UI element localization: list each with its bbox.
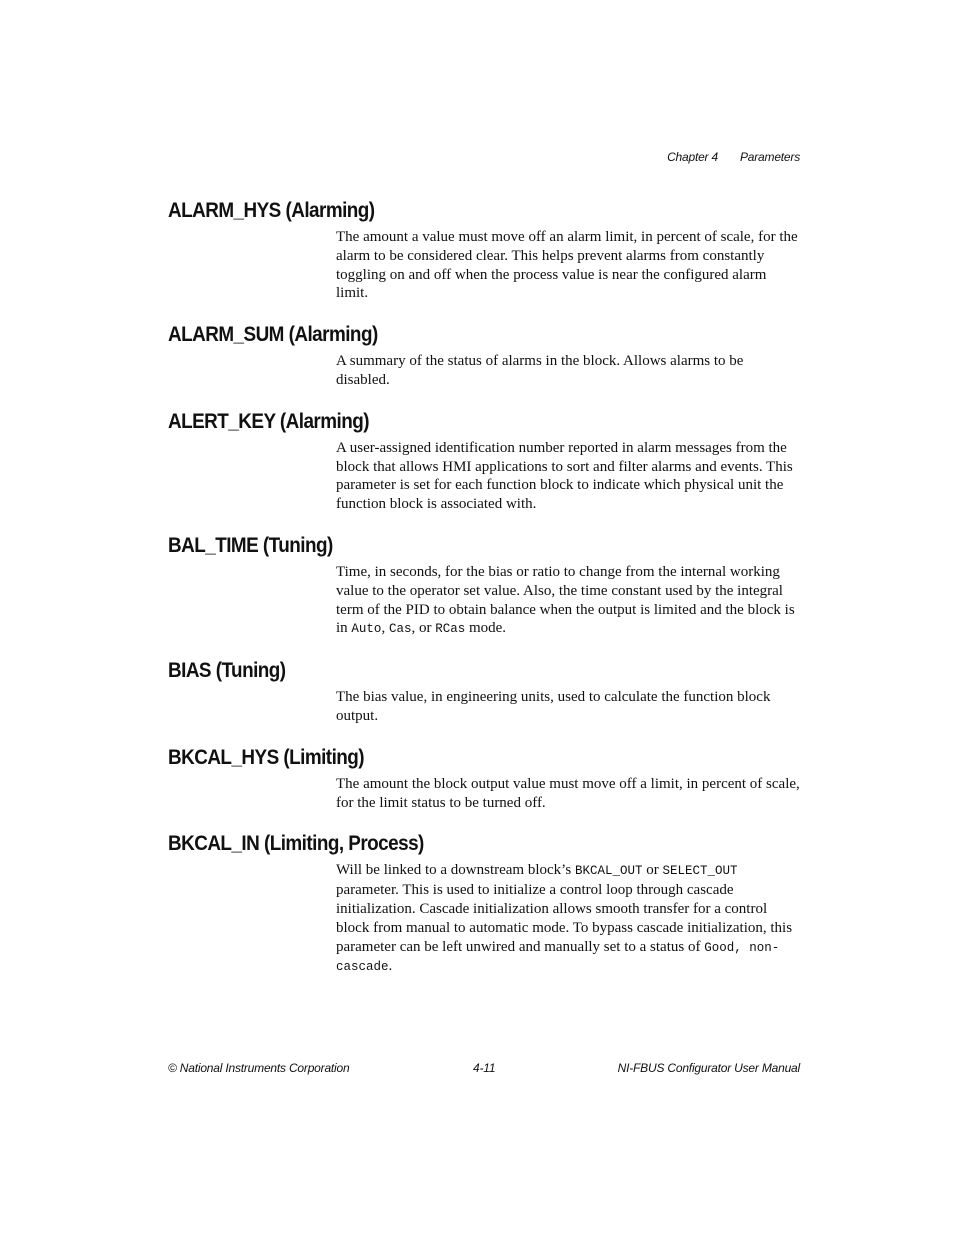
- select-out-code: SELECT_OUT: [662, 864, 738, 879]
- entry-bkcal-hys: [168, 743, 800, 813]
- entry-title: ALARM_HYS (Alarming): [168, 199, 375, 222]
- description-text: .: [388, 958, 393, 975]
- entry-bkcal-in: [168, 829, 800, 977]
- entry-description: The amount a value must move off an alarm limit, in percent of scale, for the alarm to be considered clear. This helps prevent alarms from constantly toggling on and off when the process value is near the configured alarm limit.: [336, 229, 798, 302]
- entry-description: The amount the block output value must move off a limit, in percent of scale, for the limit status to be turned off.: [336, 775, 800, 811]
- entry-description: A summary of the status of alarms in the block. Allows alarms to be disabled.: [336, 353, 744, 388]
- mode-auto-code: Auto: [351, 622, 382, 637]
- description-text: Time, in seconds, for the bias or ratio to change from the internal working value to the operator set value. Also, the time constant used by the integral term of the PID to obtain balance when the output is limited and the block is in: [336, 563, 795, 637]
- page-content: [168, 196, 800, 977]
- entry-description: The bias value, in engineering units, used to calculate the function block output.: [336, 689, 771, 724]
- entry-title: BKCAL_HYS (Limiting): [168, 745, 365, 769]
- entry-bal-time: [168, 531, 800, 639]
- entry-title: ALERT_KEY (Alarming): [168, 409, 369, 433]
- mode-cas-code: Cas: [388, 622, 412, 637]
- page-number: 4-11: [473, 1061, 496, 1075]
- entry-title: BKCAL_IN (Limiting, Process): [168, 832, 424, 856]
- description-text: or: [642, 862, 663, 879]
- entry-title: BAL_TIME (Tuning): [168, 533, 333, 557]
- section-label: Parameters: [739, 150, 800, 164]
- entry-alarm-hys: [168, 196, 800, 303]
- mode-rcas-code: RCas: [435, 622, 466, 637]
- chapter-label: Chapter 4: [667, 150, 718, 164]
- running-head: [667, 150, 800, 164]
- entry-title: ALARM_SUM (Alarming): [168, 323, 378, 347]
- entry-description: A user-assigned identification number reported in alarm messages from the block that allows HMI applications to sort and filter alarms and events. This parameter is set for each function block to indicate which physical unit the function block is associated with.: [336, 439, 793, 513]
- bkcal-out-code: BKCAL_OUT: [574, 864, 643, 879]
- description-text: mode.: [465, 620, 507, 637]
- manual-title: NI-FBUS Configurator User Manual: [617, 1061, 800, 1075]
- status-good-non-cascade-code: Good, non-cascade: [336, 940, 780, 975]
- entry-bias: [168, 656, 800, 726]
- entry-alarm-sum: [168, 320, 800, 390]
- entry-title: BIAS (Tuning): [168, 659, 286, 683]
- copyright-text: © National Instruments Corporation: [168, 1061, 350, 1075]
- description-text: ,: [381, 620, 389, 637]
- description-text: , or: [411, 620, 436, 637]
- description-text: parameter. This is used to initialize a control loop through cascade initialization. Cascade initialization allows smooth transfer for a control block from manual to automatic mode. To bypass cascade initialization, this parameter can be left unwired and manually set to a status of: [336, 882, 793, 955]
- entry-alert-key: [168, 407, 800, 514]
- description-text: Will be linked to a downstream block’s: [336, 862, 575, 879]
- entry-description: [336, 563, 800, 639]
- entry-description: [336, 861, 800, 977]
- page-footer: [168, 1061, 800, 1079]
